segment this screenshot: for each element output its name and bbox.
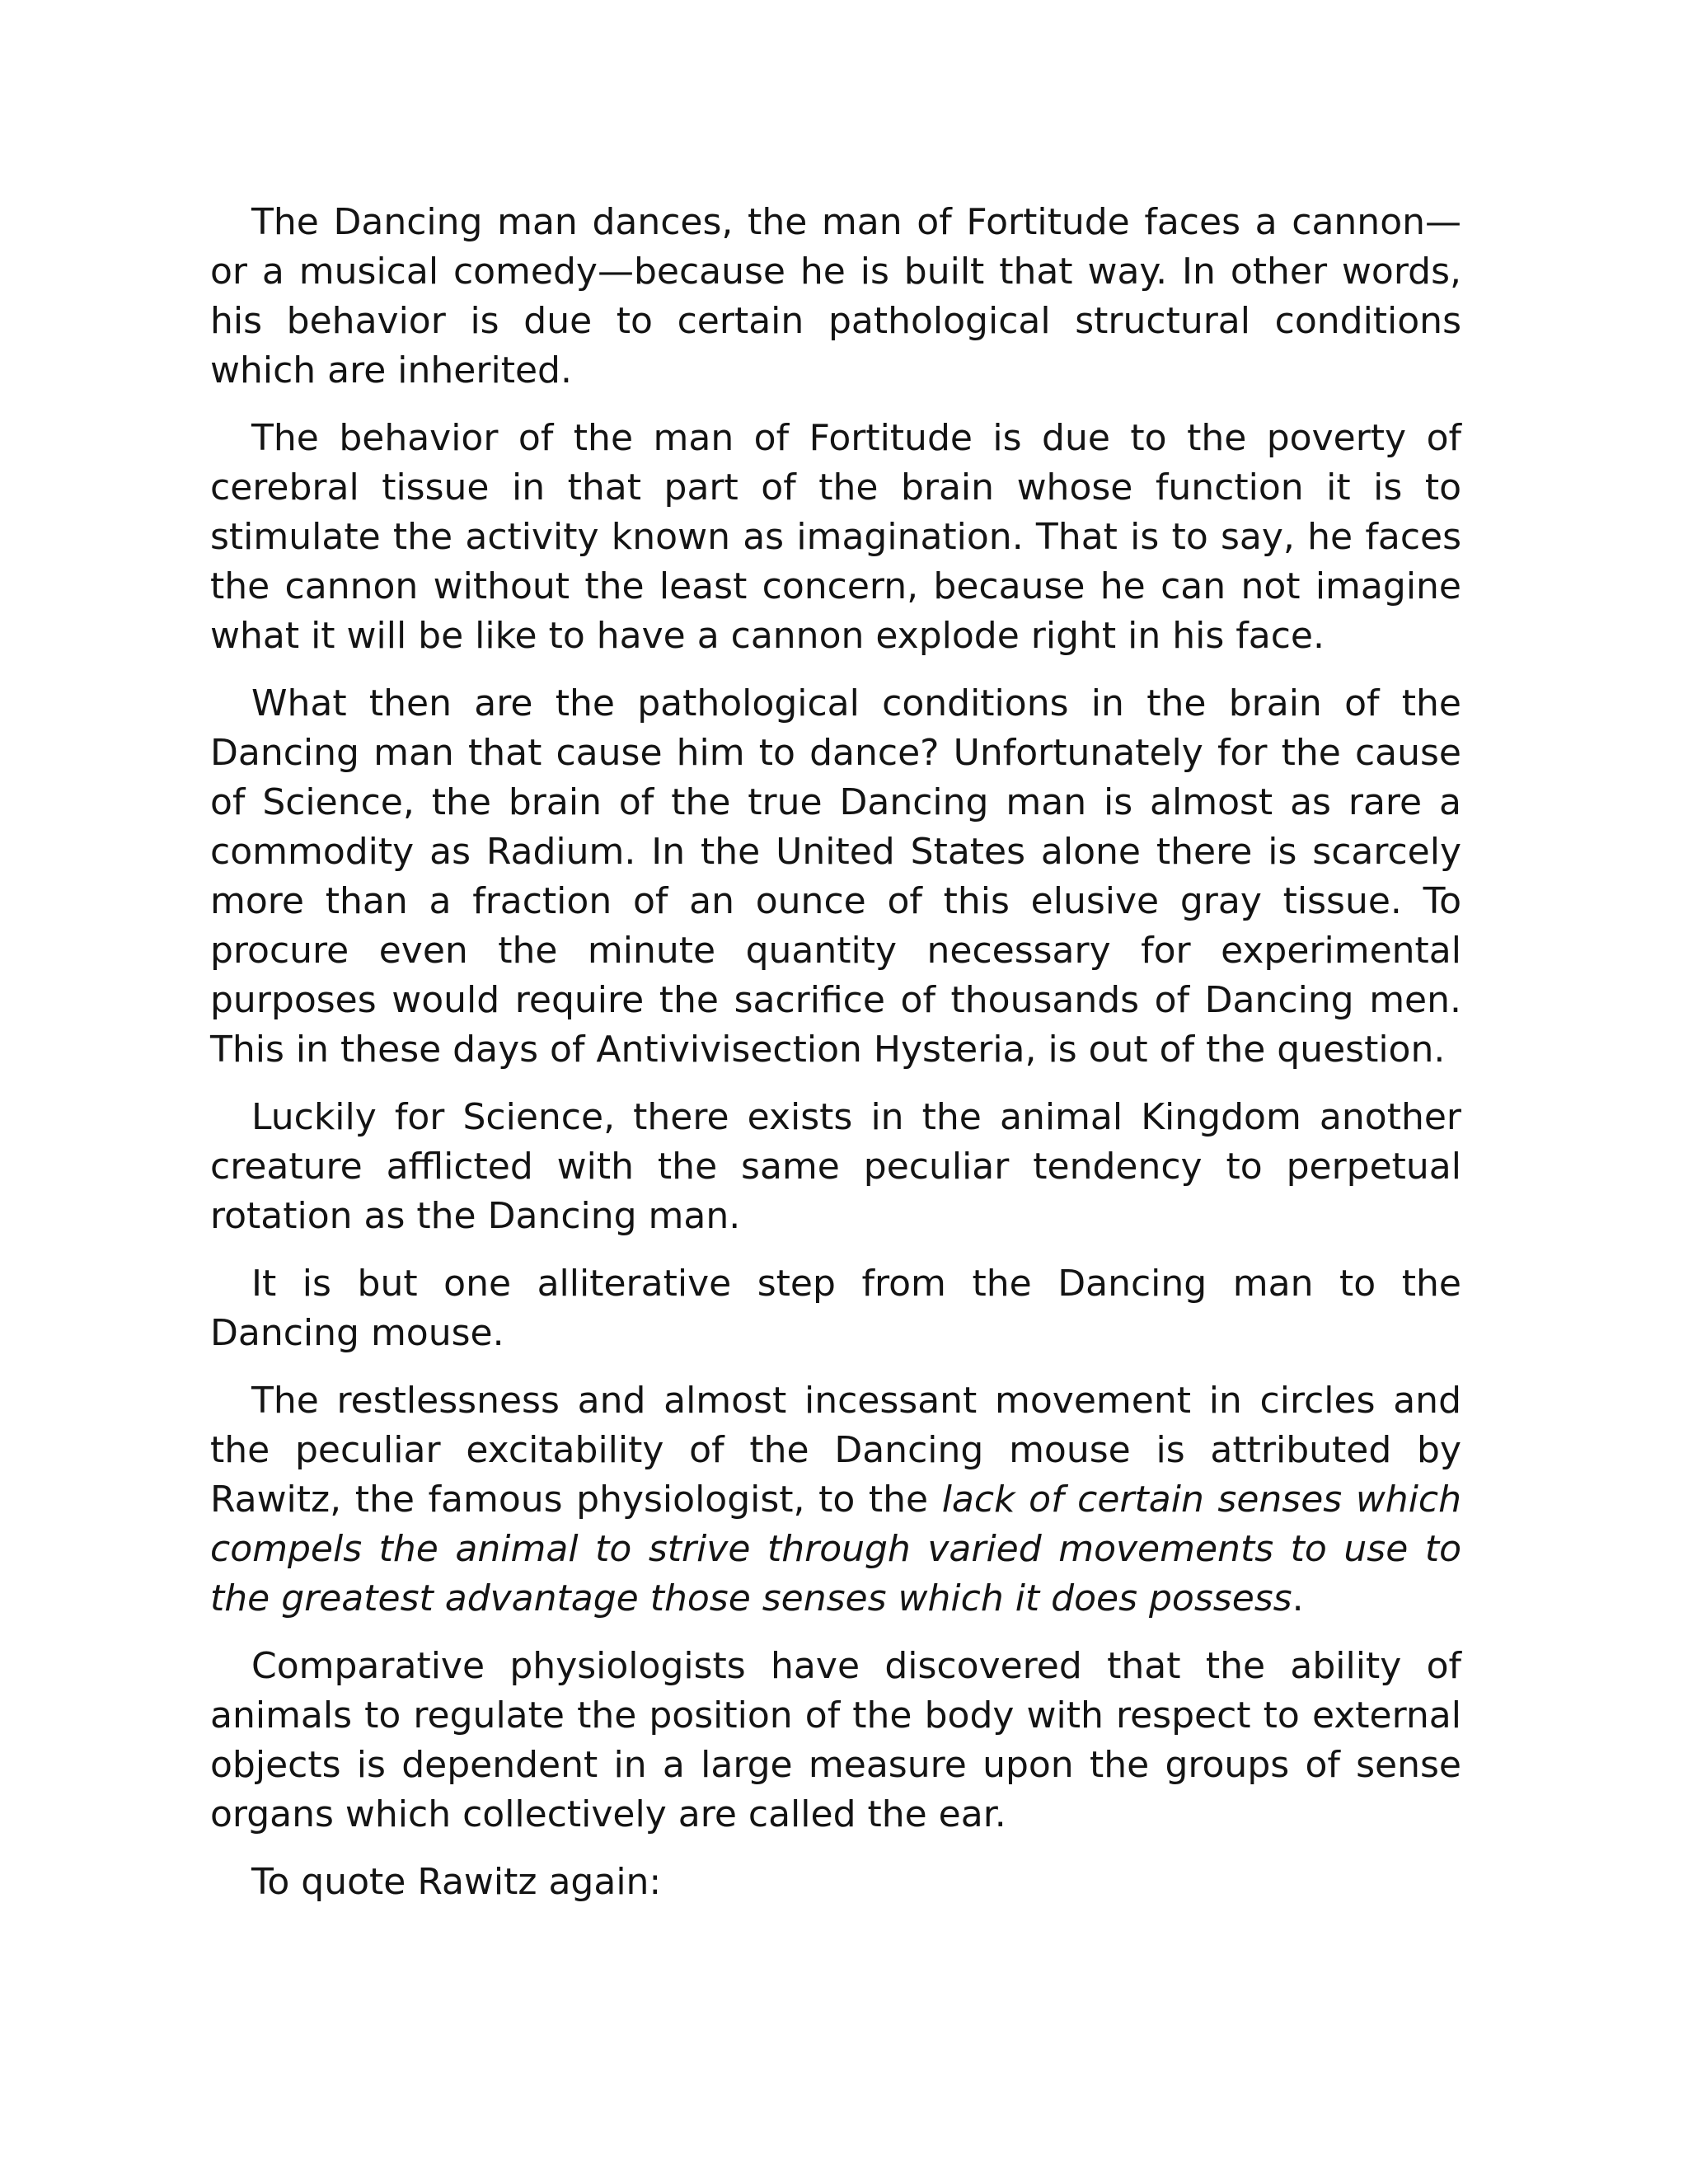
paragraph-8: To quote Rawitz again: bbox=[251, 1861, 662, 1903]
paragraph-6-text-after: . bbox=[1292, 1577, 1304, 1619]
paragraph-5: It is but one alliterative step from the Dancing man to the Dancing mouse. bbox=[210, 1263, 1461, 1354]
paragraph-2: The behavior of the man of Fortitude is due to the poverty of cerebral tissue in that part of the brain whose function it is to stimulate the activity known as imagination. That is to say, he faces the cannon without the least concern, because he can not imagine what it will be like to have a cannon explode right in his face. bbox=[210, 417, 1461, 657]
paragraph-4: Luckily for Science, there exists in the animal Kingdom another creature afflicted with the same peculiar tendency to perpetual rotation as the Dancing man. bbox=[210, 1096, 1461, 1237]
paragraph-1: The Dancing man dances, the man of Fortitude faces a cannon—or a musical comedy—because he is built that way. In other words, his behavior is due to certain pathological structural conditions which are inherited. bbox=[210, 201, 1461, 391]
page-body bbox=[210, 198, 1461, 1907]
paragraph-6 bbox=[210, 1376, 1461, 1624]
paragraph-3: What then are the pathological conditions in the brain of the Dancing man that cause him to dance? Unfortunately for the cause of Science, the brain of the true Dancing man is almost as rare a commodity as Radium. In the United States alone there is scarcely more than a fraction of an ounce of this elusive gray tissue. To procure even the minute quantity necessary for experimental purposes would require the sacrifice of thousands of Dancing men. This in these days of Antivivisection Hysteria, is out of the question. bbox=[210, 682, 1461, 1071]
paragraph-6-italic-quote: lack of certain senses which compels the animal to strive through varied movements to use to the greatest advantage those senses which it does possess bbox=[210, 1479, 1461, 1619]
paragraph-7: Comparative physiologists have discovered that the ability of animals to regulate the position of the body with respect to external objects is dependent in a large measure upon the groups of sense organs which collectively are called the ear. bbox=[210, 1645, 1461, 1835]
paragraph-6-text-before: The restlessness and almost incessant movement in circles and the peculiar excitability of the Dancing mouse is attributed by Rawitz, the famous physiologist, to the bbox=[210, 1380, 1461, 1521]
